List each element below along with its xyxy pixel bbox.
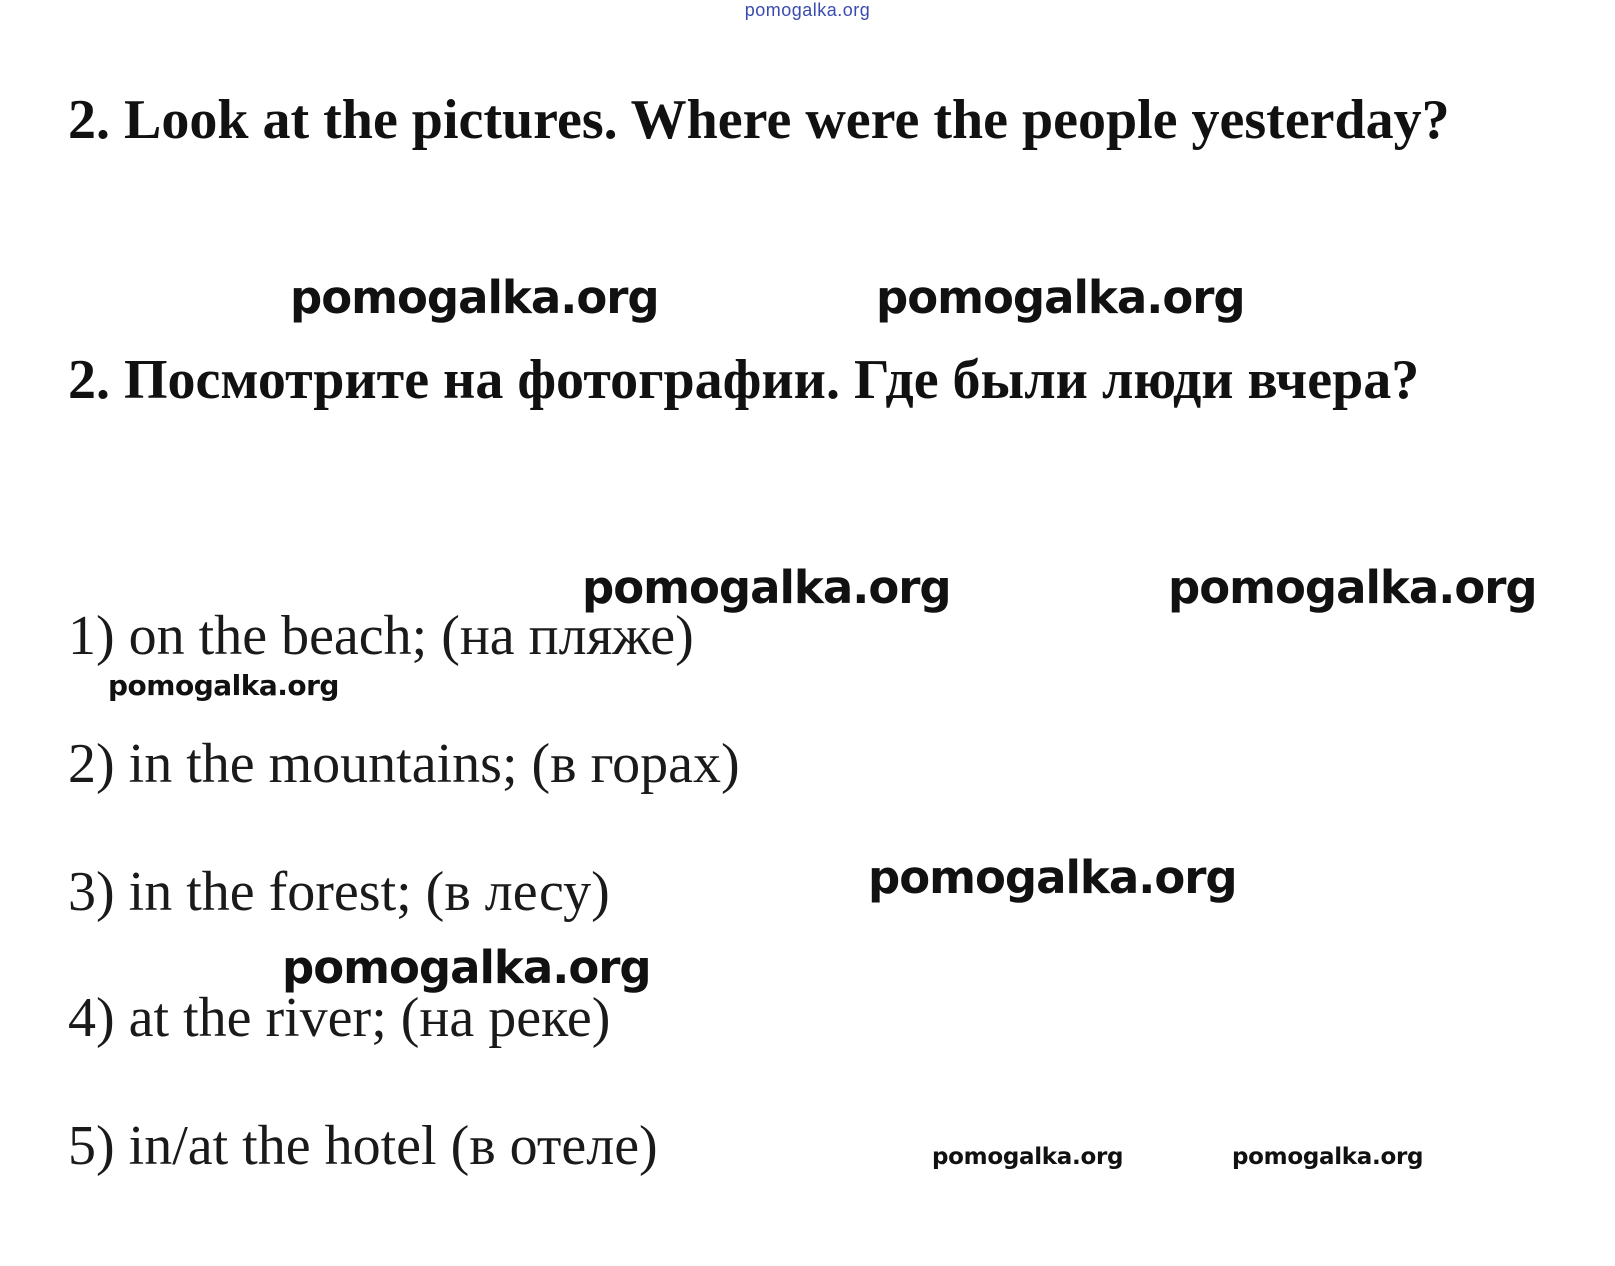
answer-item: 5) in/at the hotel (в отеле) (68, 1115, 658, 1177)
watermark: pomogalka.org (932, 1144, 1124, 1170)
watermark: pomogalka.org (868, 851, 1237, 904)
answer-item: 1) on the beach; (на пляже) (68, 605, 694, 667)
watermark: pomogalka.org (1232, 1144, 1424, 1170)
watermark: pomogalka.org (282, 941, 651, 994)
answer-item: 3) in the forest; (в лесу) (68, 861, 610, 923)
exercise-title-russian: 2. Посмотрите на фотографии. Где были люди вчера? (68, 349, 1420, 411)
header-watermark: pomogalka.org (744, 0, 871, 20)
answer-item: 4) at the river; (на реке) (68, 987, 611, 1049)
watermark: pomogalka.org (876, 271, 1245, 324)
watermark: pomogalka.org (582, 561, 951, 614)
watermark: pomogalka.org (1168, 561, 1537, 614)
watermark: pomogalka.org (108, 669, 339, 702)
watermark: pomogalka.org (290, 271, 659, 324)
exercise-title-english: 2. Look at the pictures. Where were the people yesterday? (68, 89, 1450, 151)
answer-item: 2) in the mountains; (в горах) (68, 733, 740, 795)
